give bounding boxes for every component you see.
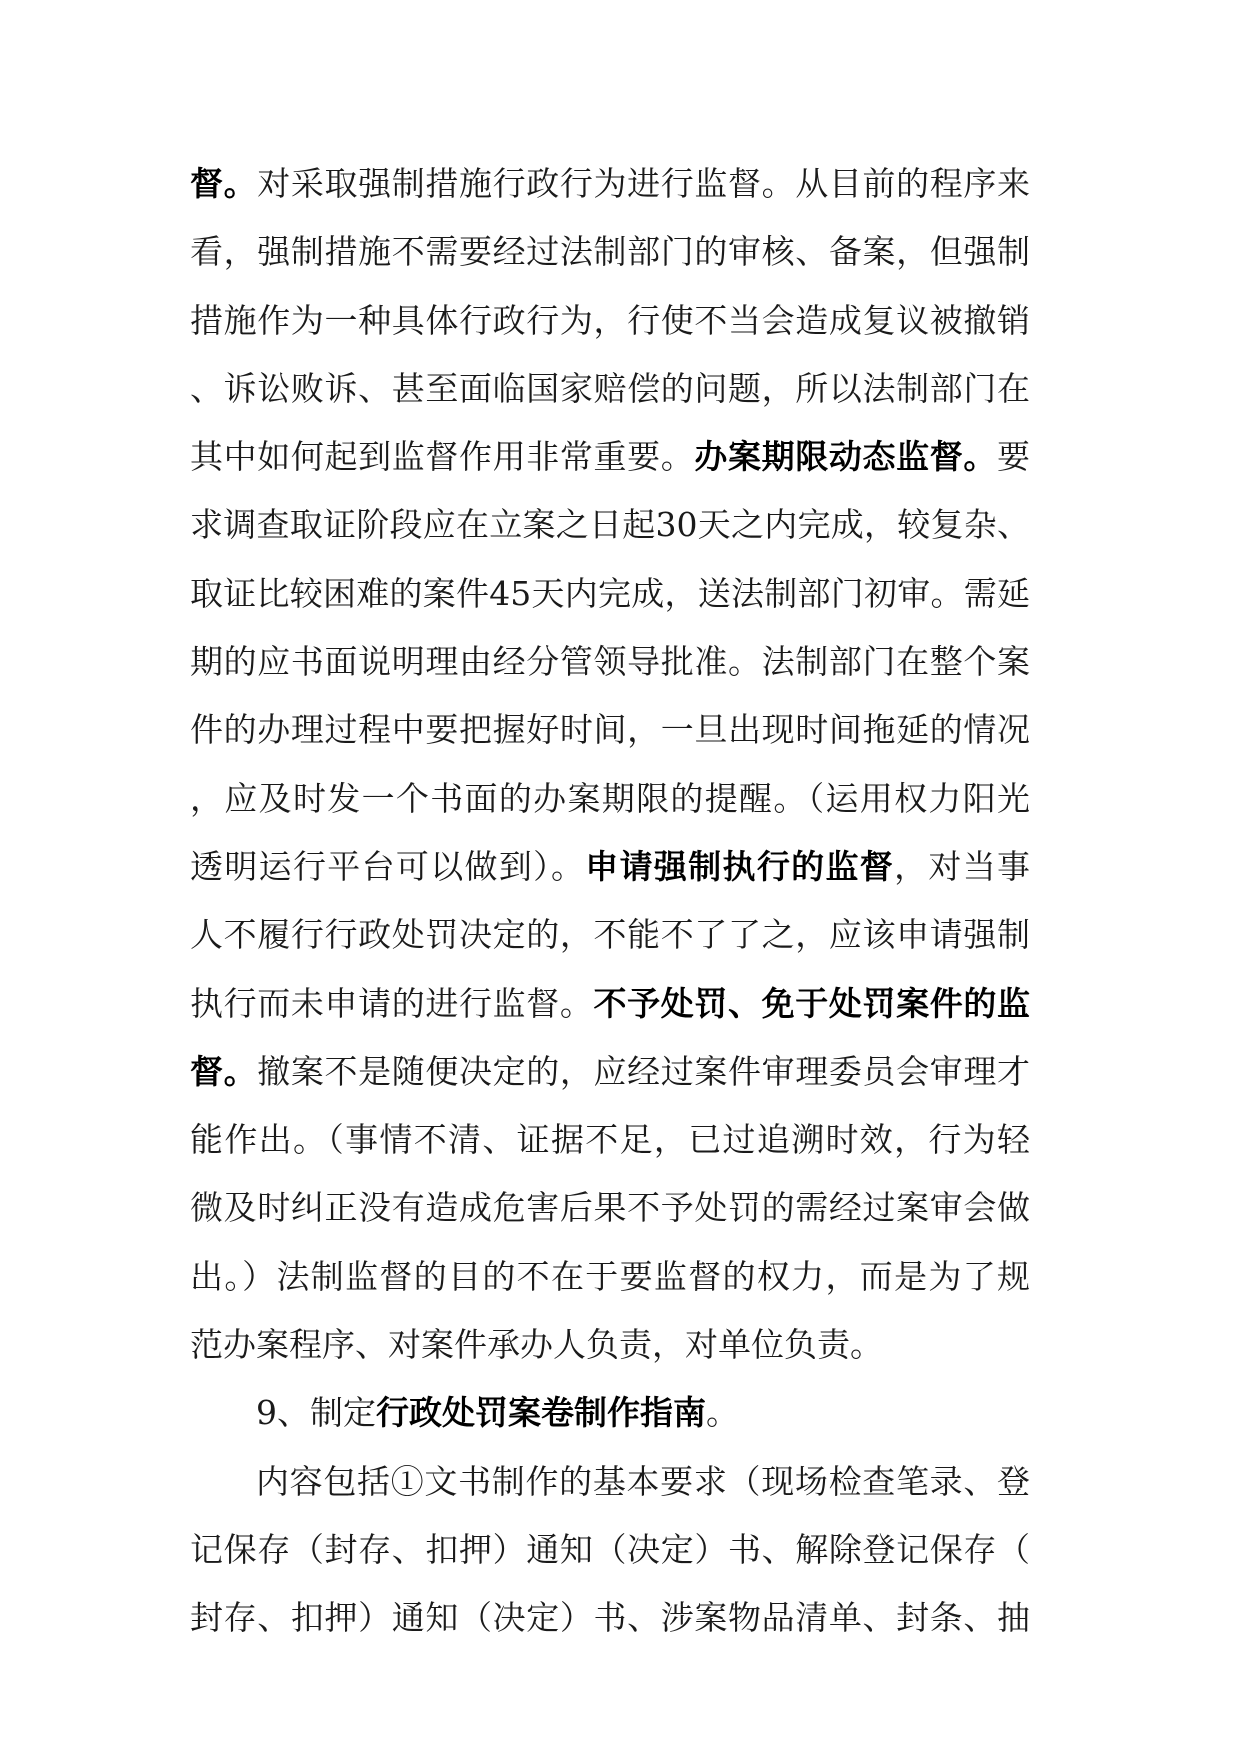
text-run: 撤案不是随便决定的，应经过案件审理委员会审理才 [257, 1051, 1030, 1091]
text-line [190, 1038, 1030, 1106]
text-run: 出。）法制监督的目的不在于要监督的权力，而是为了规 [190, 1256, 1030, 1296]
text-line [190, 150, 1030, 218]
text-line [190, 1311, 1030, 1379]
text-run: 执行而未申请的进行监督。 [190, 983, 594, 1023]
text-line [190, 218, 1030, 286]
text-line [190, 970, 1030, 1038]
text-run: 。 [706, 1393, 739, 1433]
text-run: 记保存（封存、扣押）通知（决定）书、解除登记保存（ [190, 1529, 1030, 1569]
bold-heading: 督。 [190, 1051, 258, 1091]
text-line [190, 901, 1030, 969]
text-run: 要 [997, 437, 1030, 477]
text-line [190, 628, 1030, 696]
text-run: 其中如何起到监督作用非常重要。 [190, 437, 695, 477]
text-line [190, 1584, 1030, 1652]
text-run: 取证比较困难的案件45天内完成，送法制部门初审。需延 [190, 573, 1030, 613]
bold-heading: 行政处罚案卷制作指南 [376, 1393, 706, 1433]
text-line [190, 765, 1030, 833]
text-run: 范办案程序、对案件承办人负责，对单位负责。 [190, 1325, 883, 1365]
text-run: 看，强制措施不需要经过法制部门的审核、备案，但强制 [190, 232, 1030, 272]
text-line [190, 1448, 1030, 1516]
text-run: 求调查取证阶段应在立案之日起30天之内完成，较复杂、 [190, 505, 1030, 545]
text-line [190, 1516, 1030, 1584]
text-line [190, 287, 1030, 355]
text-line [190, 833, 1030, 901]
text-line [190, 1174, 1030, 1242]
text-run: 内容包括①文书制作的基本要求（现场检查笔录、登 [256, 1461, 1030, 1501]
text-run: ，应及时发一个书面的办案期限的提醒。（运用权力阳光 [190, 778, 1030, 818]
text-line [190, 1106, 1030, 1174]
bold-heading: 不予处罚、免于处罚案件的监 [593, 983, 1030, 1023]
section-heading-line [190, 1379, 1030, 1447]
text-run: 透明运行平台可以做到）。 [190, 846, 586, 886]
text-line [190, 355, 1030, 423]
text-line [190, 1243, 1030, 1311]
text-run: 能作出。（事情不清、证据不足，已过追溯时效，行为轻 [190, 1120, 1030, 1160]
text-run: 9、制定 [256, 1393, 376, 1433]
text-run: 、诉讼败诉、甚至面临国家赔偿的问题，所以法制部门在 [190, 368, 1030, 408]
text-run: 期的应书面说明理由经分管领导批准。法制部门在整个案 [190, 642, 1030, 682]
text-line [190, 423, 1030, 491]
text-run: 措施作为一种具体行政行为，行使不当会造成复议被撤销 [190, 300, 1030, 340]
text-line [190, 696, 1030, 764]
bold-heading: 督。 [190, 164, 258, 203]
text-line [190, 560, 1030, 628]
text-run: 件的办理过程中要把握好时间，一旦出现时间拖延的情况 [190, 710, 1030, 750]
text-run: 封存、扣押）通知（决定）书、涉案物品清单、封条、抽 [190, 1598, 1030, 1638]
text-run: ，对当事 [894, 846, 1030, 886]
bold-heading: 办案期限动态监督。 [694, 437, 997, 477]
bold-heading: 申请强制执行的监督 [585, 846, 895, 886]
text-run: 人不履行行政处罚决定的，不能不了了之，应该申请强制 [190, 915, 1030, 955]
text-run: 对采取强制措施行政行为进行监督。从目前的程序来 [257, 164, 1030, 203]
text-line [190, 491, 1030, 559]
text-run: 微及时纠正没有造成危害后果不予处罚的需经过案审会做 [190, 1188, 1030, 1228]
body-text [190, 150, 1030, 1653]
